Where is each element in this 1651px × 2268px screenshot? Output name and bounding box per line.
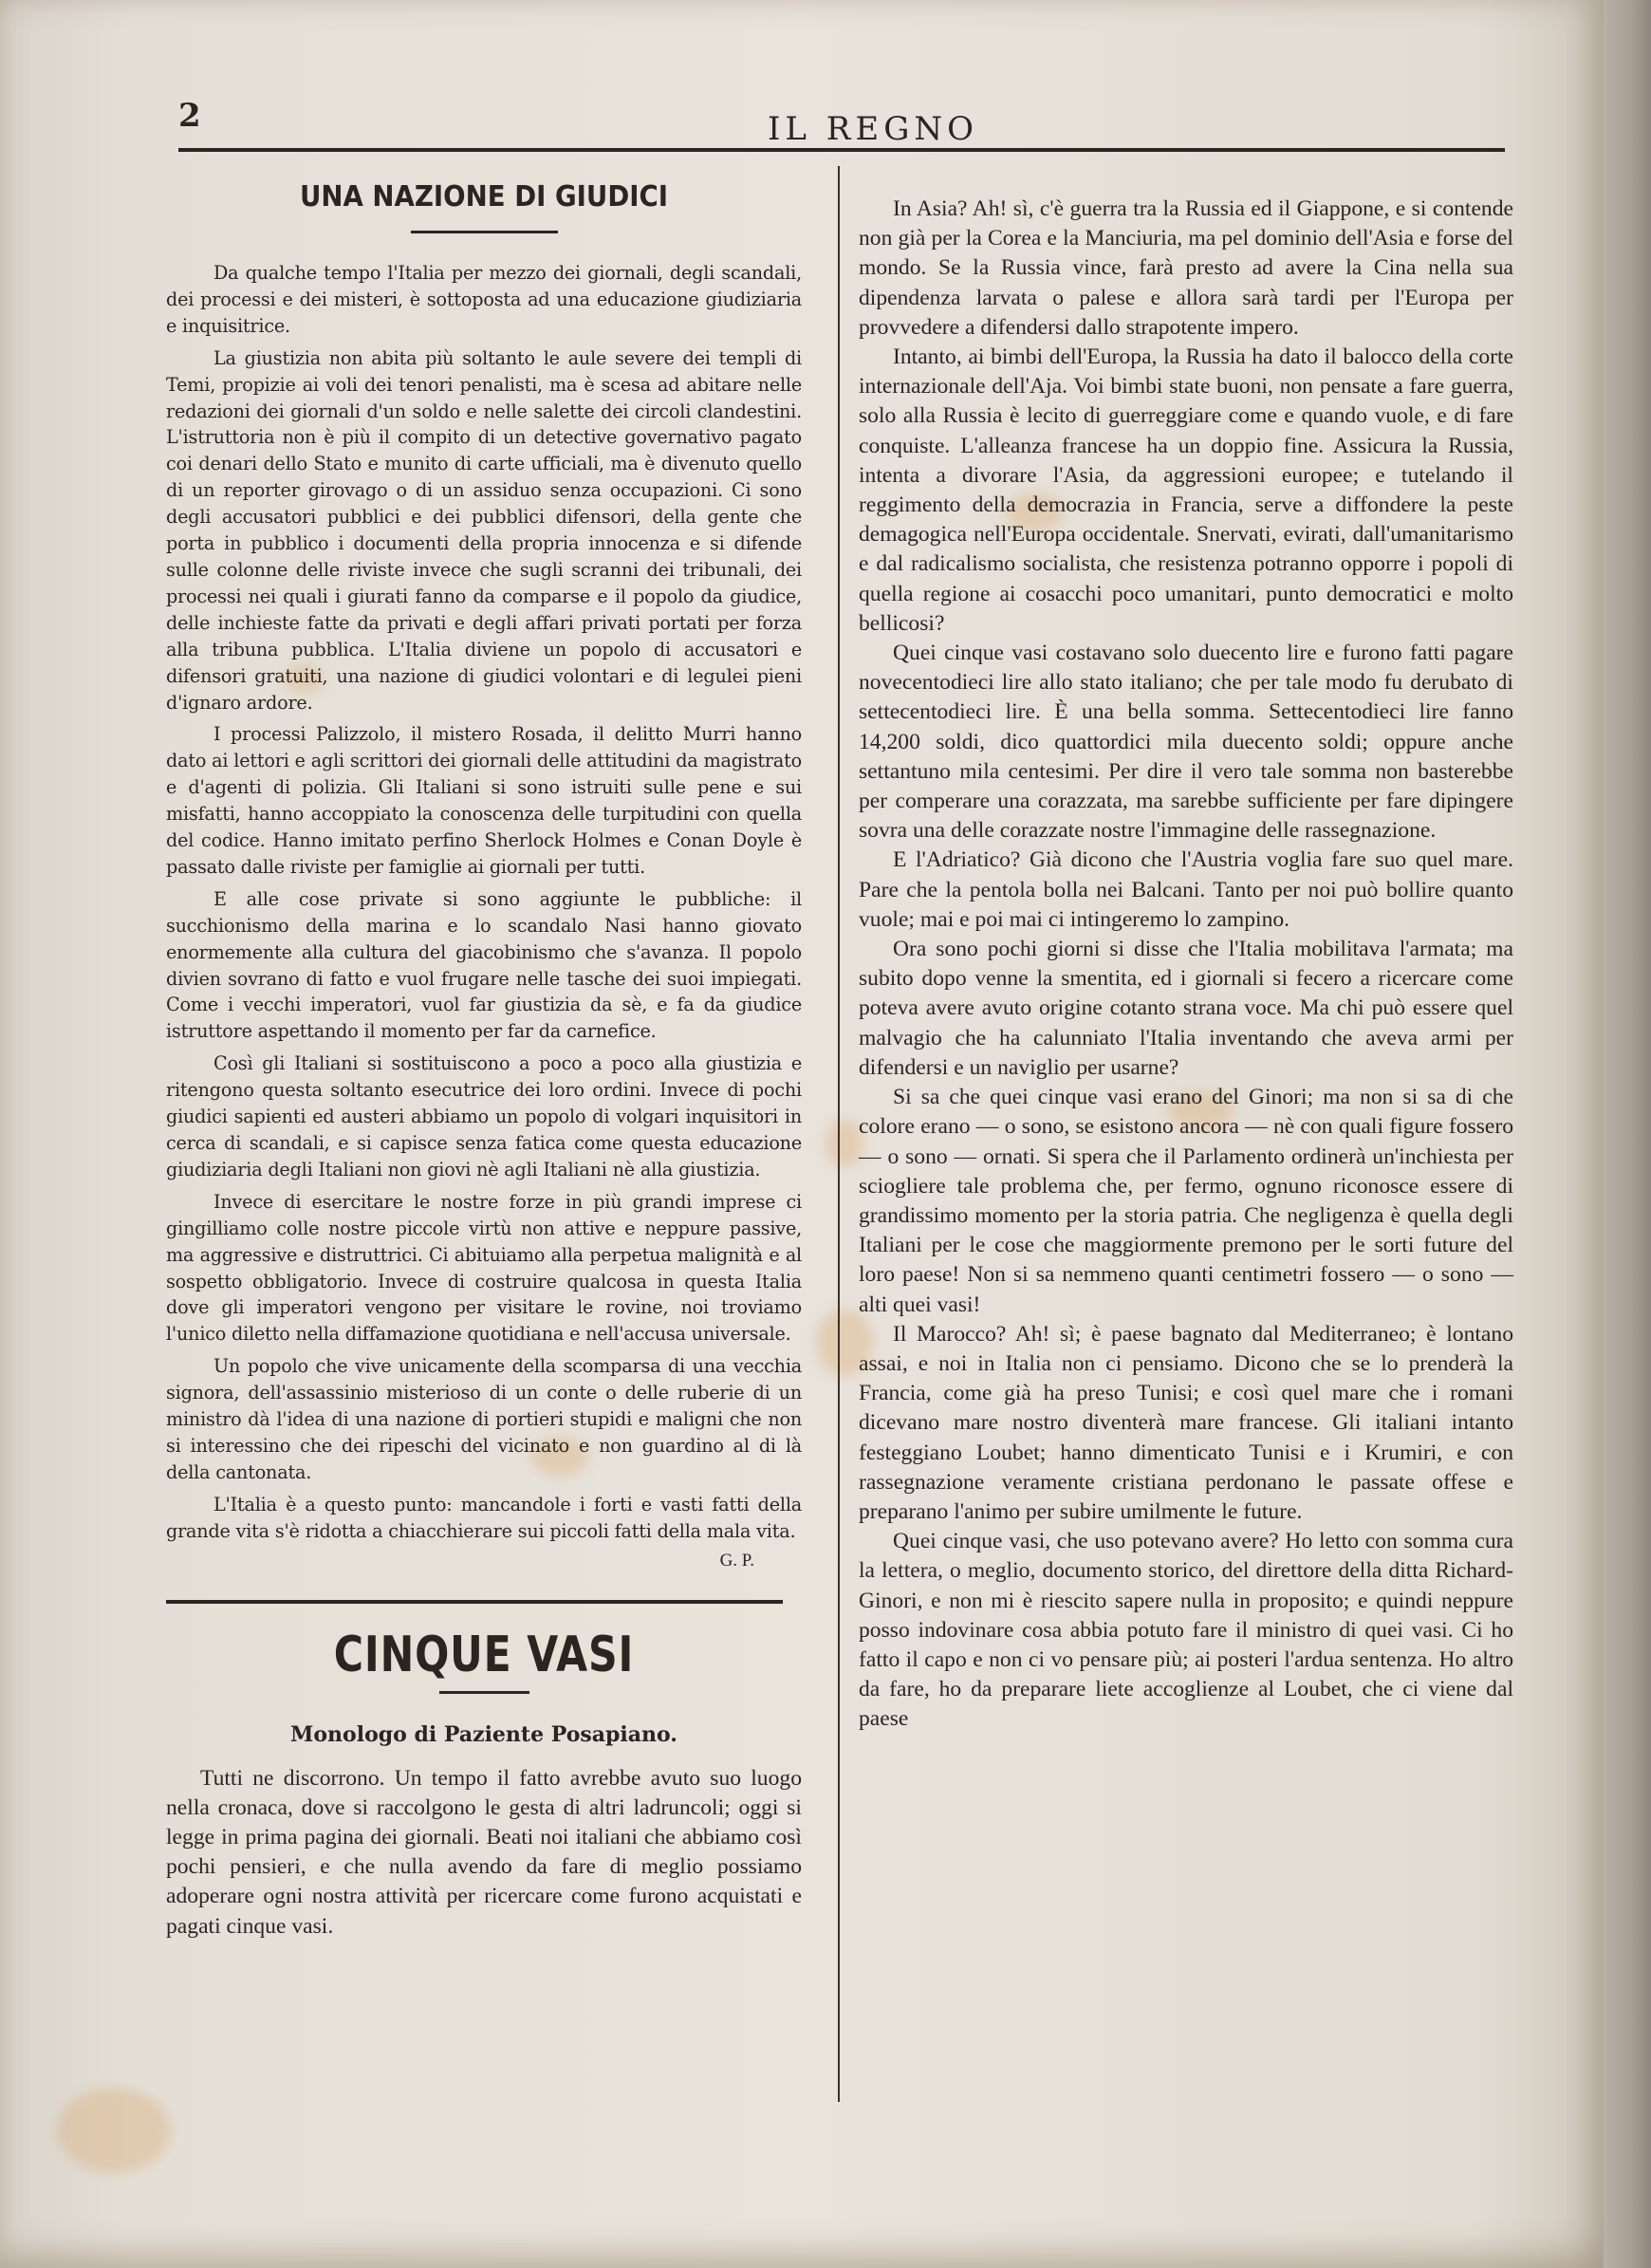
article-paragraph: Il Marocco? Ah! sì; è paese bagnato dal Mediterraneo; è lontano assai, e noi in Italia non ci pensiamo. Dicono che se lo prenderà la Francia, come già ha preso Tunisi; e così quel mare che i romani dicevano mare nostro diventerà mare francese. Gli italiani intanto festeggiano Loubet; hanno dimenticato Tunisi e i Krumiri, e con rassegnazione veramente cristiana perdonano le passate offese e preparano l'animo per subire umilmente le future. [859, 1321, 1513, 1524]
article-body-continued [166, 1764, 802, 1942]
column-divider [838, 166, 840, 2102]
article-body-right [859, 195, 1513, 1735]
article-title: CINQUE VASI [333, 1626, 635, 1683]
article-subtitle: Monologo di Paziente Posapiano. [290, 1721, 677, 1747]
article-paragraph: Si sa che quei cinque vasi erano del Ginori; ma non si sa di che colore erano — o sono, se esistono ancora — nè con quali figure fossero — o sono — ornati. Si spera che il Parlamento ordinerà un'inchiesta per sciogliere tale problema che, per fermo, ognuno riconosce essere di grandissimo momento per la storia patria. Che negligenza è quella degli Italiani per le cose che maggiormente premono per le sorti future del loro paese! Non si sa nemmeno quanti centimetri fossero — o sono — alti quei vasi! [859, 1085, 1513, 1317]
article-paragraph: Così gli Italiani si sostituiscono a poco a poco alla giustizia e ritengono questa soltanto esecutrice dei loro ordini. Invece di pochi giudici sapienti ed austeri abbiamo un popolo di volgari inquisitori in cerca di scandali, e si capisce senza fatica come questa educazione giudiziaria degli Italiani non giovi nè agli Italiani nè alla giustizia. [166, 1052, 802, 1180]
article-body [166, 260, 802, 1545]
section-rule [166, 1600, 783, 1604]
article-paragraph: Un popolo che vive unicamente della scomparsa di una vecchia signora, dell'assassinio misterioso di un conte o delle ruberie di un ministro dà l'idea di una nazione di portieri stupidi e maligni che non si interessino che dei ripeschi del vicinato e non guardino al di là della cantonata. [166, 1355, 802, 1483]
article-paragraph: I processi Palizzolo, il mistero Rosada, il delitto Murri hanno dato ai lettori e agli scrittori dei giornali delle attitudini da magistrato e d'agenti di polizia. Gli Italiani si sono istruiti sulle pene e sui misfatti, hanno accoppiato la conoscenza delle turpitudini con quella del codice. Hanno imitato perfino Sherlock Holmes e Conan Doyle è passato dalle riviste per famiglie ai giornali per tutti. [166, 723, 802, 878]
article-paragraph: Tutti ne discorrono. Un tempo il fatto avrebbe avuto suo luogo nella cronaca, dove si raccolgono le gesta di altri ladruncoli; oggi si legge in prima pagina dei giornali. Beati noi italiani che abbiamo così pochi pensieri, e che nulla avendo da fare di meglio possiamo adoperare ogni nostra attività per ricercare come furono acquistati e pagati cinque vasi. [166, 1765, 802, 1939]
article-paragraph: La giustizia non abita più soltanto le aule severe dei templi di Temi, propizie ai voli dei tenori penalisti, ma è scesa ad abitare nelle redazioni dei giornali d'un soldo e nelle salette dei circoli clandestini. L'istruttoria non è più il compito di un detective governativo pagato coi denari dello Stato e munito di carte ufficiali, ma è divenuto quello di un reporter girovago o di un assiduo senza occupazioni. Ci sono degli accusatori pubblici e dei pubblici difensori, della gente che porta in pubblico i documenti della propria innocenza e si difende sulle colonne delle riviste invece che sugli scranni dei tribunali, dei processi nei quali i giurati fanno da comparse e il popolo da giudice, delle inchieste fatte da privati e degli affari privati portati per forza alla tribuna pubblica. L'Italia diviene un popolo di accusatori e difensori gratuiti, una nazione di giudici volontari e di legulei pieni d'ignaro ardore. [166, 346, 802, 714]
left-column [166, 180, 802, 1942]
article-paragraph: L'Italia è a questo punto: mancandole i forti e vasti fatti della grande vita s'è ridotta a chiacchierare sui piccoli fatti della mala vita. [166, 1493, 802, 1542]
article-paragraph: Ora sono pochi giorni si disse che l'Italia mobilitava l'armata; ma subito dopo venne la smentita, ed i giornali si fecero a ricercare come poteva avere avuto origine cotanto strana voce. Ma chi può essere quel malvagio che ha calunniato l'Italia inventando che aveva armi per difendersi e un naviglio per usarne? [859, 937, 1513, 1080]
article-paragraph: E alle cose private si sono aggiunte le pubbliche: il succhionismo della marina e lo scandalo Nasi hanno giovato enormemente alla cultura del giacobinismo che s'avanza. Il popolo divien sovrano di fatto e vuol frugare nelle tasche dei suoi impiegati. Come i vecchi imperatori, vuol far giustizia da sè, e fa da giudice istruttore aspettando il momento per far da carnefice. [166, 887, 802, 1043]
article-paragraph: Quei cinque vasi, che uso potevano avere? Ho letto con somma cura la lettera, o meglio, documento storico, del direttore della ditta Richard-Ginori, e non mi è riescito sapere nulla in proposito; e quindi neppure posso indovinare cosa abbia potuto fare il ministro di quei vasi. Ci ho fatto il capo e non ci vo pensare più; ai posteri l'ardua sentenza. Ho altro da fare, ho da preparare liete accoglienze al Loubet, che ci viene dal paese [859, 1529, 1513, 1732]
article-paragraph: E l'Adriatico? Già dicono che l'Austria voglia fare suo quel mare. Pare che la pentola bolla nei Balcani. Tanto per noi può bollire quanto vuole; mai e poi mai ci intingeremo lo zampino. [859, 847, 1513, 932]
article-headline: UNA NAZIONE DI GIUDICI [299, 180, 669, 214]
headline-rule [411, 231, 558, 233]
page-number: 2 [178, 97, 201, 135]
title-rule [439, 1691, 529, 1694]
article-paragraph: Da qualche tempo l'Italia per mezzo dei giornali, degli scandali, dei processi e dei misteri, è sottoposta ad una educazione giudiziaria e inquisitrice. [166, 262, 802, 337]
article-paragraph: Intanto, ai bimbi dell'Europa, la Russia ha dato il balocco della corte internazionale dell'Aja. Voi bimbi state buoni, non pensate a fare guerra, solo alla Russia è lecito di guerreggiare come e quando vuole, e di fare conquiste. L'alleanza francese ha un doppio fine. Assicura la Russia, intenta a divorare l'Asia, da aggressioni europee; e tutelando il reggimento della democrazia in Francia, serve a diffondere la peste demagogica nell'Europa occidentale. Snervati, evirati, dall'umanitarismo e dal radicalismo socialista, che resistenza potranno opporre i popoli di quella regione ai cosacchi poco umanitari, punto democratici e molto bellicosi? [859, 344, 1513, 636]
foxing-stain [57, 2088, 171, 2173]
header-rule [178, 148, 1505, 152]
author-signature: G. P. [719, 1550, 754, 1571]
page-edge [1604, 0, 1651, 2268]
article-paragraph: Invece di esercitare le nostre forze in più grandi imprese ci gingilliamo colle nostre piccole virtù non attive e neppure passive, ma aggressive e distruttrici. Ci abituiamo alla perpetua malignità e al sospetto obbligatorio. Invece di costruire qualcosa in questa Italia dove gli imperatori vengono per visitare le rovine, noi troviamo l'unico diletto nella diffamazione quotidiana e nell'accusa universale. [166, 1190, 802, 1346]
masthead: IL REGNO [767, 110, 979, 148]
foxing-stain [826, 1120, 863, 1167]
article-paragraph: In Asia? Ah! sì, c'è guerra tra la Russia ed il Giappone, e si contende non già per la Corea e la Manciuria, ma pel dominio dell'Asia e forse del mondo. Se la Russia vince, farà presto ad avere la Cina nella sua dipendenza larvata o palese e allora sarà tardi per l'Europa per provvedere a difendersi dallo strapotente impero. [859, 196, 1513, 340]
right-column [859, 195, 1513, 1735]
article-paragraph: Quei cinque vasi costavano solo duecento lire e furono fatti pagare novecentodieci lire allo stato italiano; che per tale modo fu derubato di settecentodieci lire. È una bella somma. Settecentodieci lire fanno 14,200 soldi, dico quattordici mila duecento soldi; oppure anche settantuno mila centesimi. Per dire il vero tale somma non basterebbe per comperare una corazzata, ma sarebbe sufficiente per fare dipingere sovra una delle corazzate nostre l'immagine delle rassegnazione. [859, 641, 1513, 844]
